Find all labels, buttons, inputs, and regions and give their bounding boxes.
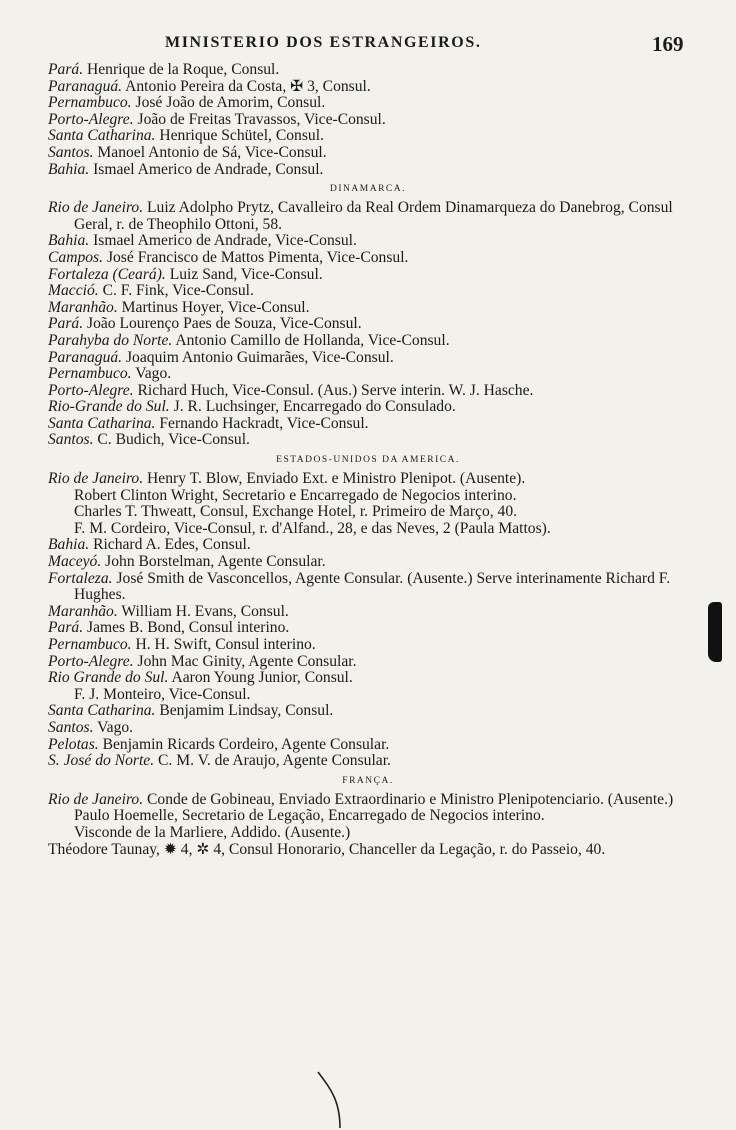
- entry-line: [48, 620, 688, 637]
- entry-text: Joaquim Antonio Guimarães, Vice-Consul.: [125, 348, 394, 366]
- entry-text: José Smith de Vasconcellos, Agente Consular. (Ausente.) Serve interinamente Richard F. Hughes.: [74, 569, 671, 604]
- entry-text: C. F. Fink, Vice-Consul.: [102, 282, 254, 300]
- page-header: [0, 34, 736, 58]
- entry-line: [48, 162, 688, 179]
- entry-location: Bahia.: [48, 536, 90, 554]
- entry-line: [48, 537, 688, 554]
- entry-text: William H. Evans, Consul.: [121, 602, 289, 620]
- entry-location: Macció.: [48, 282, 99, 300]
- entry-location: Santos.: [48, 143, 94, 161]
- entry-line: [48, 383, 688, 400]
- entry-location: Maceyó.: [48, 553, 102, 571]
- entry-location: Pará.: [48, 315, 84, 333]
- entry-line: [48, 416, 688, 433]
- entry-location: Pernambuco.: [48, 636, 132, 653]
- entry-location: Santos.: [48, 718, 94, 736]
- entry-text: Fernando Hackradt, Vice-Consul.: [159, 414, 369, 432]
- section-heading: DINAMARCA.: [330, 184, 406, 195]
- entry-text: Luiz Sand, Vice-Consul.: [169, 265, 323, 283]
- entry-text: James B. Bond, Consul interino.: [87, 619, 290, 637]
- entry-text: João de Freitas Travassos, Vice-Consul.: [137, 110, 386, 128]
- entry-line: [48, 145, 688, 162]
- entry-line: [48, 720, 688, 737]
- entry-line: [48, 687, 688, 704]
- entry-location: Rio Grande do Sul.: [48, 669, 169, 687]
- entry-text: Robert Clinton Wright, Secretario e Encarregado de Negocios interino.: [74, 486, 517, 504]
- entry-location: Pernambuco.: [48, 365, 132, 383]
- entry-location: S. José do Norte.: [48, 752, 155, 770]
- entry-line: [48, 399, 688, 416]
- entry-location: Rio de Janeiro.: [48, 470, 144, 488]
- entry-line: [48, 432, 688, 449]
- entry-text: Richard A. Edes, Consul.: [93, 536, 251, 554]
- entry-line: [48, 112, 688, 129]
- entry-line: [48, 737, 688, 754]
- entry-text: F. J. Monteiro, Vice-Consul.: [74, 685, 251, 703]
- entry-line: [48, 79, 688, 96]
- entry-line: [48, 637, 688, 654]
- margin-ink-blot: [708, 602, 722, 662]
- entry-text: José João de Amorim, Consul.: [135, 94, 326, 112]
- entry-line: [48, 366, 688, 383]
- entry-text: Conde de Gobineau, Enviado Extraordinario e Ministro Plenipotenciario. (Ausente.): [147, 790, 674, 808]
- entry-line: [48, 792, 688, 809]
- entry-location: Porto-Alegre.: [48, 381, 134, 399]
- entry-text: Visconde de la Marliere, Addido. (Ausente.): [74, 823, 351, 841]
- entry-text: Manoel Antonio de Sá, Vice-Consul.: [97, 143, 327, 161]
- entry-text: Henrique Schütel, Consul.: [159, 127, 324, 145]
- entry-line: [48, 300, 688, 317]
- entry-location: Bahia.: [48, 232, 90, 250]
- entry-line: [48, 825, 688, 842]
- entry-text: C. Budich, Vice-Consul.: [97, 431, 250, 449]
- entry-location: Maranhão.: [48, 602, 118, 620]
- pen-stroke-mark: [310, 1070, 350, 1130]
- entry-line: [48, 554, 688, 571]
- entry-text: João Lourenço Paes de Souza, Vice-Consul.: [87, 315, 362, 333]
- entry-text: Antonio Camillo de Hollanda, Vice-Consul.: [175, 331, 450, 349]
- entry-line: [48, 753, 688, 770]
- entry-location: Rio-Grande do Sul.: [48, 398, 170, 416]
- entry-text: Ismael Americo de Andrade, Vice-Consul.: [93, 232, 357, 250]
- entry-text: José Francisco de Mattos Pimenta, Vice-Consul.: [106, 248, 409, 266]
- entry-location: Porto-Alegre.: [48, 652, 134, 670]
- entry-location: Pelotas.: [48, 735, 99, 753]
- entry-text: Théodore Taunay, ✹ 4, ✲ 4, Consul Honorario, Chanceller da Legação, r. do Passeio, 40.: [48, 840, 606, 858]
- entry-line: [48, 350, 688, 367]
- entry-location: Fortaleza (Ceará).: [48, 265, 166, 283]
- entry-text: J. R. Luchsinger, Encarregado do Consulado.: [173, 398, 456, 416]
- entry-line: [48, 200, 688, 233]
- entry-line: [48, 128, 688, 145]
- entry-line: [48, 571, 688, 604]
- entry-location: Porto-Alegre.: [48, 110, 134, 128]
- entry-line: [48, 316, 688, 333]
- entry-location: Campos.: [48, 248, 104, 266]
- entry-text: Richard Huch, Vice-Consul. (Aus.) Serve interin. W. J. Hasche.: [137, 381, 534, 399]
- entry-text: Benjamin Ricards Cordeiro, Agente Consular.: [102, 735, 390, 753]
- entry-location: Paranaguá.: [48, 77, 123, 95]
- entry-location: Pará.: [48, 61, 84, 78]
- entry-location: Santa Catharina.: [48, 127, 156, 145]
- entry-line: [48, 521, 688, 538]
- entry-text: F. M. Cordeiro, Vice-Consul, r. d'Alfand., 28, e das Neves, 2 (Paula Mattos).: [74, 519, 551, 537]
- entry-line: [48, 504, 688, 521]
- entry-text: Luiz Adolpho Prytz, Cavalleiro da Real Ordem Dinamarqueza do Danebrog, Consul Geral, r. de Theophilo Ottoni, 58.: [74, 199, 673, 233]
- entry-line: [48, 95, 688, 112]
- entry-line: [48, 283, 688, 300]
- entry-location: Rio de Janeiro.: [48, 790, 144, 808]
- page-number: 169: [652, 32, 684, 56]
- entry-location: Paranaguá.: [48, 348, 123, 366]
- entry-text: Henry T. Blow, Enviado Ext. e Ministro Plenipot. (Ausente).: [147, 470, 526, 488]
- entry-line: [48, 703, 688, 720]
- entry-text: Henrique de la Roque, Consul.: [87, 61, 280, 78]
- entry-text: Charles T. Thweatt, Consul, Exchange Hotel, r. Primeiro de Março, 40.: [74, 503, 518, 521]
- entry-line: [48, 488, 688, 505]
- entry-location: Pernambuco.: [48, 94, 132, 112]
- entry-location: Parahyba do Norte.: [48, 331, 173, 349]
- entry-line: [48, 267, 688, 284]
- entry-location: Bahia.: [48, 160, 90, 178]
- entry-location: Santos.: [48, 431, 94, 449]
- entry-location: Rio de Janeiro.: [48, 199, 144, 217]
- entry-location: Santa Catharina.: [48, 702, 156, 720]
- entry-line: [48, 233, 688, 250]
- entry-line: [48, 62, 688, 79]
- entry-line: [48, 670, 688, 687]
- entry-text: H. H. Swift, Consul interino.: [135, 636, 316, 653]
- entry-text: C. M. V. de Araujo, Agente Consular.: [158, 752, 391, 770]
- section-heading: FRANÇA.: [342, 775, 394, 786]
- entry-line: [48, 808, 688, 825]
- entry-text: Aaron Young Junior, Consul.: [171, 669, 353, 687]
- entry-text: John Borstelman, Agente Consular.: [105, 553, 326, 571]
- entry-text: Antonio Pereira da Costa, ✠ 3, Consul.: [125, 77, 371, 95]
- entry-location: Santa Catharina.: [48, 414, 156, 432]
- entry-line: [48, 471, 688, 488]
- entry-text: Ismael Americo de Andrade, Consul.: [93, 160, 324, 178]
- entry-text: Martinus Hoyer, Vice-Consul.: [121, 298, 310, 316]
- entry-line: [48, 250, 688, 267]
- entry-line: [48, 604, 688, 621]
- running-title: MINISTERIO DOS ESTRANGEIROS.: [165, 34, 482, 51]
- entry-text: Paulo Hoemelle, Secretario de Legação, Encarregado de Negocios interino.: [74, 807, 545, 825]
- entry-text: Vago.: [97, 718, 134, 736]
- entry-text: Benjamim Lindsay, Consul.: [159, 702, 334, 720]
- entry-text: Vago.: [135, 365, 172, 383]
- entry-text: John Mac Ginity, Agente Consular.: [137, 652, 357, 670]
- entry-location: Pará.: [48, 619, 84, 637]
- entry-line: [48, 842, 688, 859]
- consulate-listing: [48, 62, 688, 858]
- section-heading: ESTADOS-UNIDOS DA AMERICA.: [276, 455, 460, 466]
- entry-location: Maranhão.: [48, 298, 118, 316]
- entry-line: [48, 654, 688, 671]
- entry-location: Fortaleza.: [48, 569, 113, 587]
- entry-line: [48, 333, 688, 350]
